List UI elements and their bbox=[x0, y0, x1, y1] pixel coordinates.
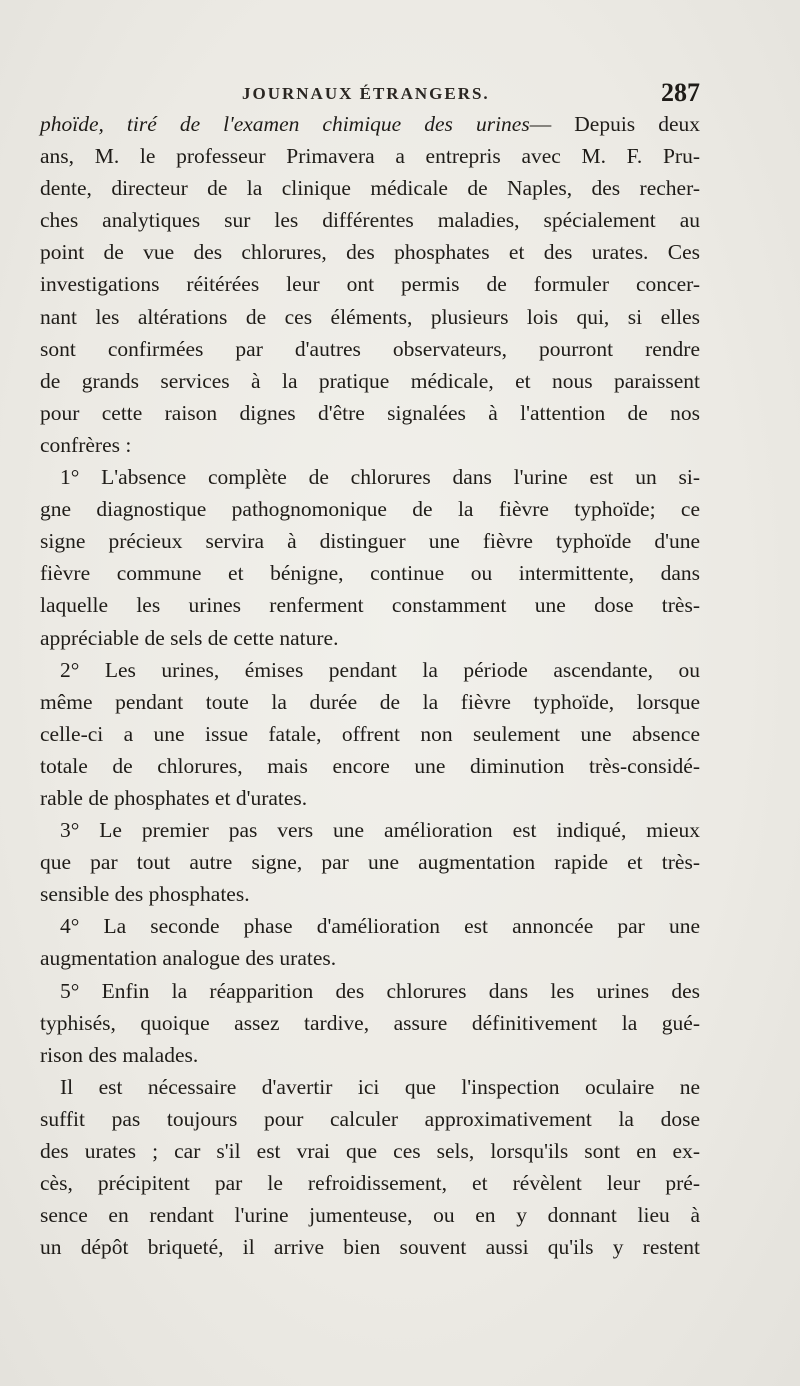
line-text: augmentation analogue des urates. bbox=[40, 946, 337, 971]
line-text: sont confirmées par d'autres observateurs, pourront rendre bbox=[40, 336, 700, 361]
line-text: un dépôt briqueté, il arrive bien souvent aussi qu'ils y restent bbox=[40, 1235, 700, 1260]
text-line bbox=[40, 140, 700, 172]
line-text: signe précieux servira à distinguer une fièvre typhoïde d'une bbox=[40, 529, 700, 554]
line-text: celle-ci a une issue fatale, offrent non seulement une absence bbox=[40, 721, 700, 746]
line-text: typhisés, quoique assez tardive, assure définitivement la gué- bbox=[40, 1010, 700, 1035]
line-text: gne diagnostique pathognomonique de la fièvre typhoïde; ce bbox=[40, 497, 700, 522]
line-text: investigations réitérées leur ont permis de formuler concer- bbox=[40, 272, 700, 297]
line-text: cès, précipitent par le refroidissement, et révèlent leur pré- bbox=[40, 1171, 700, 1196]
text-line bbox=[40, 1071, 700, 1103]
text-line bbox=[40, 1231, 700, 1263]
text-line bbox=[40, 1039, 700, 1071]
text-line bbox=[40, 686, 700, 718]
line-text: suffit pas toujours pour calculer approximativement la dose bbox=[40, 1106, 700, 1131]
text-line bbox=[40, 397, 700, 429]
line-text: ches analytiques sur les différentes maladies, spécialement au bbox=[40, 208, 700, 233]
text-line bbox=[40, 718, 700, 750]
line-text: sence en rendant l'urine jumenteuse, ou en y donnant lieu à bbox=[40, 1203, 700, 1228]
text-line bbox=[40, 1167, 700, 1199]
text-line bbox=[40, 910, 700, 942]
line-text: 4° La seconde phase d'amélioration est annoncée par une bbox=[60, 914, 700, 939]
text-line bbox=[40, 108, 700, 140]
text-line bbox=[40, 493, 700, 525]
text-line bbox=[40, 975, 700, 1007]
text-line bbox=[40, 525, 700, 557]
line-text: confrères : bbox=[40, 432, 132, 457]
text-line bbox=[40, 557, 700, 589]
text-line bbox=[40, 1103, 700, 1135]
text-line bbox=[40, 301, 700, 333]
text-line bbox=[40, 942, 700, 974]
line-text: de grands services à la pratique médicale, et nous paraissent bbox=[40, 368, 700, 393]
line-text: — Depuis deux bbox=[529, 112, 700, 136]
page-header bbox=[60, 78, 700, 108]
text-line bbox=[40, 622, 700, 654]
text-line bbox=[40, 236, 700, 268]
line-text: 1° L'absence complète de chlorures dans l'urine est un si- bbox=[60, 465, 700, 490]
line-text: appréciable de sels de cette nature. bbox=[40, 625, 339, 650]
text-line bbox=[40, 333, 700, 365]
text-line bbox=[40, 461, 700, 493]
line-text: dente, directeur de la clinique médicale de Naples, des recher- bbox=[40, 176, 700, 201]
line-text: des urates ; car s'il est vrai que ces sels, lorsqu'ils sont en ex- bbox=[40, 1139, 700, 1163]
line-text: totale de chlorures, mais encore une diminution très-considé- bbox=[40, 753, 700, 778]
line-text: rison des malades. bbox=[40, 1042, 199, 1067]
line-text: 2° Les urines, émises pendant la période ascendante, ou bbox=[60, 657, 700, 682]
text-line bbox=[40, 846, 700, 878]
line-text: point de vue des chlorures, des phosphates et des urates. Ces bbox=[40, 240, 700, 265]
line-text: ans, M. le professeur Primavera a entrepris avec M. F. Pru- bbox=[40, 144, 700, 169]
line-text: 3° Le premier pas vers une amélioration est indiqué, mieux bbox=[60, 818, 700, 843]
line-text: nant les altérations de ces éléments, plusieurs lois qui, si elles bbox=[40, 304, 700, 329]
text-line bbox=[40, 1007, 700, 1039]
line-text: rable de phosphates et d'urates. bbox=[40, 785, 308, 810]
italic-title: phoïde, tiré de l'examen chimique des urines bbox=[40, 112, 530, 136]
line-text: fièvre commune et bénigne, continue ou intermittente, dans bbox=[40, 561, 700, 586]
text-line bbox=[40, 268, 700, 300]
line-text: laquelle les urines renferment constamment une dose très- bbox=[40, 593, 700, 618]
text-line bbox=[40, 365, 700, 397]
text-line bbox=[40, 589, 700, 621]
text-line bbox=[40, 429, 700, 461]
text-line bbox=[40, 204, 700, 236]
line-text: même pendant toute la durée de la fièvre typhoïde, lorsque bbox=[40, 689, 700, 714]
line-text: sensible des phosphates. bbox=[40, 882, 250, 907]
text-line bbox=[40, 782, 700, 814]
running-head: JOURNAUX ÉTRANGERS. bbox=[242, 84, 490, 103]
page-number: 287 bbox=[661, 78, 700, 107]
text-line bbox=[40, 750, 700, 782]
text-line bbox=[40, 814, 700, 846]
line-text: 5° Enfin la réapparition des chlorures dans les urines des bbox=[60, 978, 700, 1003]
text-line bbox=[40, 654, 700, 686]
text-line bbox=[40, 1199, 700, 1231]
line-text: pour cette raison dignes d'être signalées à l'attention de nos bbox=[40, 400, 700, 425]
text-line bbox=[40, 1135, 700, 1167]
text-line bbox=[40, 172, 700, 204]
body-text bbox=[40, 108, 700, 1263]
line-text: que par tout autre signe, par une augmentation rapide et très- bbox=[40, 850, 700, 875]
text-line bbox=[40, 878, 700, 910]
line-text: Il est nécessaire d'avertir ici que l'inspection oculaire ne bbox=[60, 1074, 700, 1099]
